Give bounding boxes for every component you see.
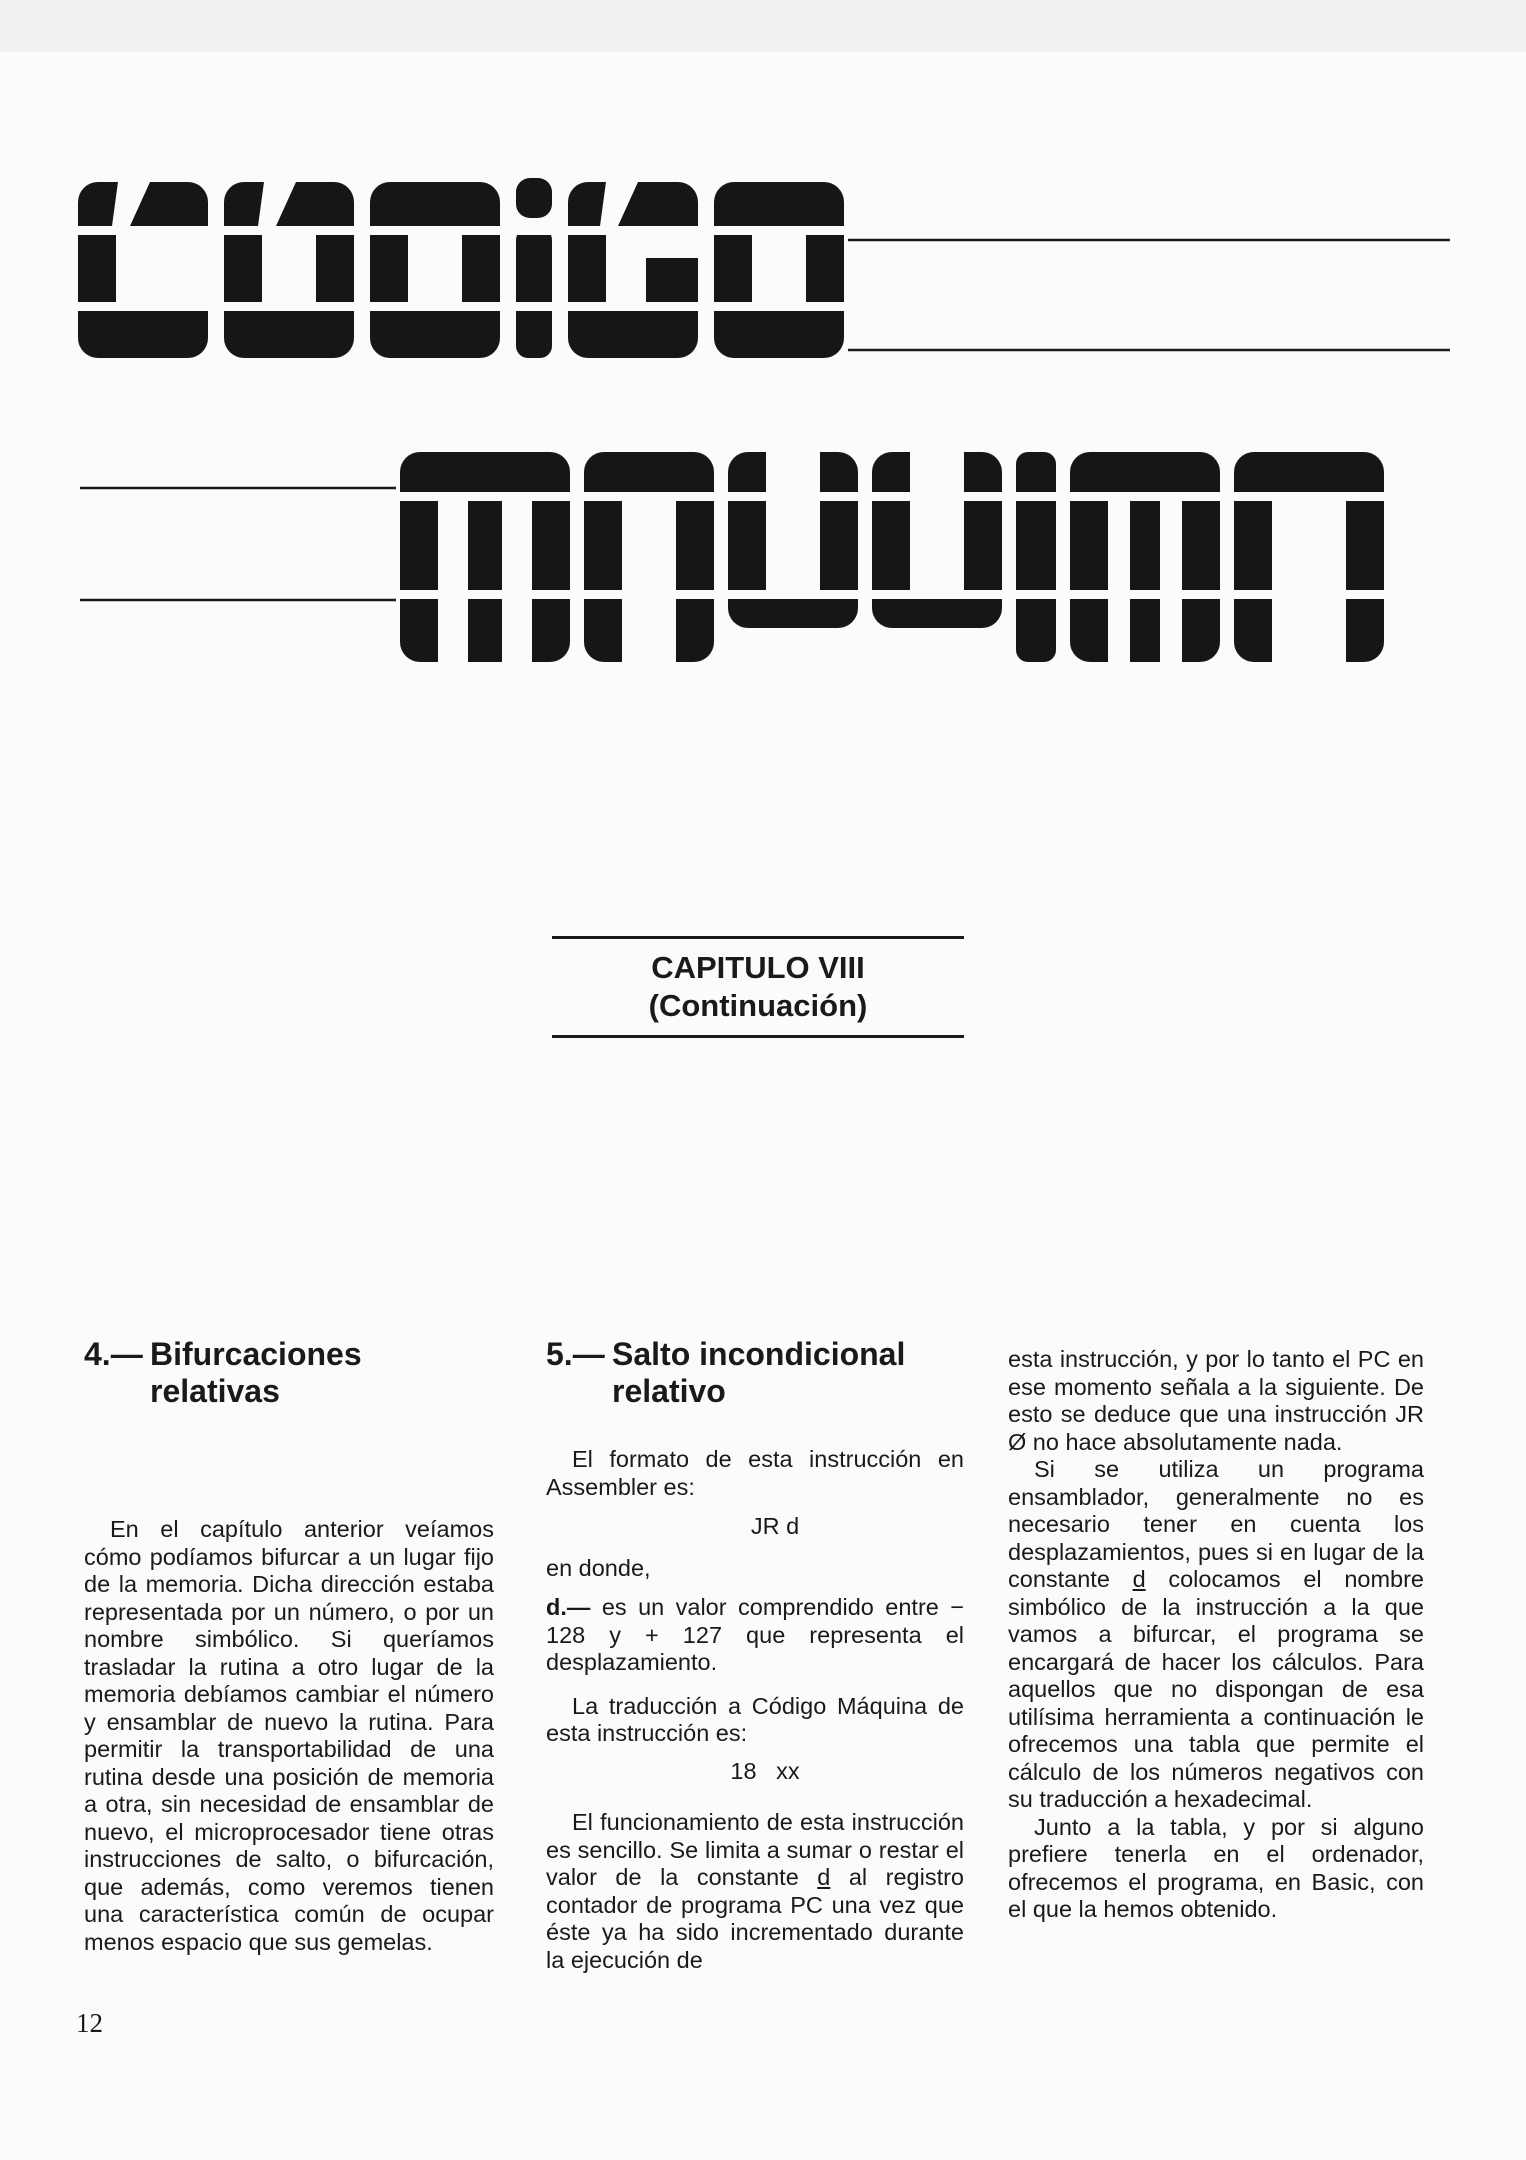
title-logo [78,170,1450,670]
section-5-p4-b: al registro contador de programa PC una vez que éste ya ha sido incrementado durante la ejecución de [546,1864,964,1973]
column-1 [84,1336,494,1956]
chapter-top-rule [552,936,964,939]
scan-top-band [0,0,1526,52]
chapter-subtitle: (Continuación) [648,988,868,1023]
chapter-bottom-rule [552,1035,964,1038]
column-3-p2-b: colocamos el nombre simbólico de la instrucción a la que vamos a bifurcar, el programa se encargará de hacer los cálculos. Para aquellos que no dispongan de esa utilísima herramienta a continuación le ofrecemos una tabla que permite el cálculo de los números negativos con su traducción a hexadecimal. [1008,1566,1424,1812]
constant-d: d [817,1864,831,1890]
section-5-heading [546,1336,964,1410]
section-5-code-1: JR d [750,1513,800,1539]
constant-d-2: d [1132,1566,1146,1592]
letter-i-2 [1016,452,1056,662]
section-5-paragraph-3: La traducción a Código Máquina de esta instrucción es: [546,1692,964,1746]
section-4-title-line1: Bifurcaciones [150,1336,362,1372]
section-5-code-2: 18 xx [730,1757,800,1784]
letter-n [1070,452,1220,662]
section-5-paragraph-1: El formato de esta instrucción en Assembler es: [546,1446,964,1500]
chapter-title: CAPITULO VIII [651,950,865,985]
section-5-p4-a: El funcionamiento de esta instrucción es sencillo. Se limita a sumar o restar el valor de la constante [546,1809,964,1890]
column-2 [546,1336,964,1974]
section-5-number: 5.— [546,1336,605,1372]
section-4-heading [84,1336,494,1410]
column-3-paragraph-1: esta instrucción, y por lo tanto el PC en ese momento señala a la siguiente. De esto se deduce que una instrucción JR Ø no hace absolutamente nada. [1008,1346,1424,1455]
definition-text: es un valor comprendido entre − 128 y + 127 que representa el desplazamiento. [546,1594,964,1675]
section-5-definition [546,1594,964,1677]
chapter-heading [552,936,964,1038]
section-5-title-line2: relativo [612,1373,726,1409]
section-5-title-line1: Salto incondicional [612,1336,906,1372]
section-4-title-line2: relativas [150,1373,280,1409]
letter-i-1 [516,178,552,358]
section-4-paragraph: En el capítulo anterior veíamos cómo podíamos bifurcar a un lugar fijo de la memoria. Dicha dirección estaba representada por un número, o por un nombre simbólico. Si queríamos trasladar la rutina a otro lugar de la memoria debíamos cambiar el número y ensamblar de nuevo la rutina. Para permitir la transportabilidad de una rutina desde una posición de memoria a otra, sin necesidad de ensamblar de nuevo, el microprocesador tiene otras instrucciones de salto, o bifurcación, que además, como veremos tienen una característica común de ocupar menos espacio que sus gemelas. [84,1516,494,1955]
column-3-paragraph-2 [1008,1456,1424,1814]
definition-term: d.— [546,1594,591,1620]
section-5-paragraph-2: en donde, [546,1554,651,1581]
column-3 [1008,1346,1424,1924]
section-5-paragraph-4 [546,1809,964,1974]
title-logo-graphic [78,170,1450,670]
section-4-number: 4.— [84,1336,143,1372]
column-3-p2-a: Si se utiliza un programa ensamblador, generalmente no es necesario tener en cuenta los desplazamientos, pues si en lugar de la constante [1008,1456,1424,1592]
letter-m [400,452,570,662]
column-3-paragraph-3: Junto a la tabla, y por si alguno prefiere tenerla en el ordenador, ofrecemos el programa, en Basic, con el que la hemos obtenido. [1008,1813,1424,1922]
page-number: 12 [76,2008,103,2038]
